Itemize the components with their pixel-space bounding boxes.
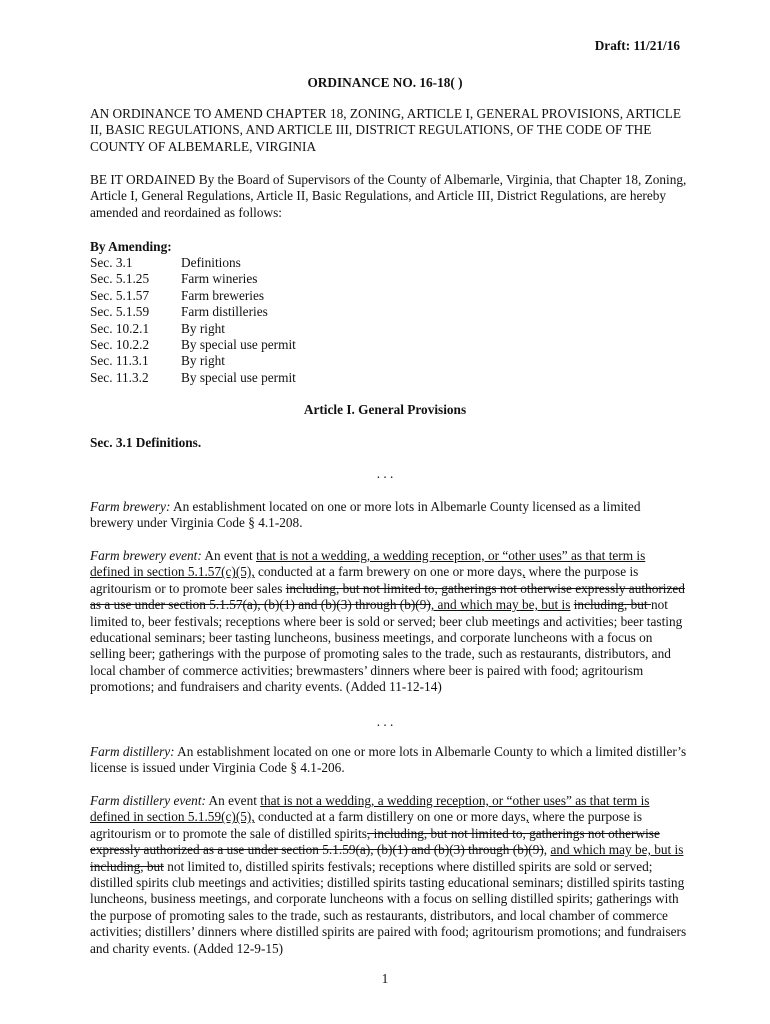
section-number: Sec. 5.1.57 [90,287,150,303]
defined-term: Farm brewery event: [90,548,202,563]
definition-text: not limited to, distilled spirits festivals; receptions where distilled spirits are sold or served; distilled spirits club meetings and activities; distilled spirits tasting educational seminars; distilled spirits tasting luncheons, business meetings, and corporate luncheons with a focus on selling distilled spirits; gatherings with the purpose of promoting sales to the trade, such as restaurants, distributors, and local chamber of commerce activities; distillers’ dinners where distilled spirits are paired with food; agritourism promotions; and fundraisers and charity events. (Added 12-9-15) [90,858,687,956]
inserted-text: and which may be, but is [550,842,684,858]
section-description: Farm wineries [181,271,258,287]
amended-section-row [90,304,296,320]
amended-section-row [90,271,296,287]
deleted-text: including, but not limited to, gatherings not otherwise expressly authorized as a use under section 5.1.57(a), (b)(1) and (b)(3) through (b)(9) [90,580,685,613]
section-description: Farm breweries [181,287,265,303]
deleted-text: including, but [573,597,651,613]
section-number: Sec. 10.2.1 [90,320,150,336]
section-number: Sec. 11.3.2 [90,369,149,385]
definition-text: An event [201,548,257,563]
amended-section-row [90,337,296,353]
section-description: By special use permit [181,369,296,385]
definition-text: where the purpose is agritourism or to promote the sale of distilled spirits [90,809,643,841]
amended-section-row [90,321,296,337]
section-description: Farm distilleries [181,304,268,320]
amended-section-row [90,288,296,304]
definition-text: An event [205,793,261,808]
amended-section-row [90,370,296,386]
section-description: By right [181,353,225,369]
deleted-text: , including, but not limited to, gatherings not otherwise expressly authorized as a use under section 5.1.59(a), (b)(1) and (b)(3) through (b)(9) [90,825,660,858]
farm-brewery-event-definition [90,548,687,696]
page-number: 1 [381,971,389,986]
definition-text: , [543,842,551,858]
farm-distillery-definition [90,744,687,777]
article-heading: Article I. General Provisions [303,402,467,417]
inserted-text: , [522,564,526,580]
definition-text: where the purpose is agritourism or to promote beer sales [90,564,639,596]
farm-brewery-definition [90,499,687,532]
defined-term: Farm brewery: [90,499,171,514]
definition-text: not limited to, beer festivals; receptions where beer is sold or served; beer club meetings and activities; beer tasting educational seminars; beer tasting luncheons, business meetings, and corporate luncheons with a focus on selling beer; gatherings with the purpose of promoting sales to the trade, such as restaurants, distributors, and local chamber of commerce activities; brewmasters’ dinners where beer is paired with food; agritourism promotions; and fundraisers and charity events. (Added 11-12-14) [90,597,683,695]
section-number: Sec. 11.3.1 [90,353,149,369]
ellipsis-separator: . . . [376,714,394,729]
definition-text: conducted at a farm distillery on one or more days [254,809,526,825]
section-description: By right [181,320,225,336]
inserted-text: , and which may be, but is [430,597,571,613]
amended-sections-list [90,255,296,386]
farm-distillery-event-definition [90,793,687,957]
draft-date: Draft: 11/21/16 [594,38,680,53]
amended-section-row [90,255,296,271]
by-amending-heading: By Amending: [90,239,172,254]
defined-term: Farm distillery event: [90,793,206,808]
definition-text: An establishment located on one or more lots in Albemarle County to which a limited distiller’s license is issued under Virginia Code § 4.1-206. [90,744,687,776]
inserted-text: that is not a wedding, a wedding reception, or “other uses” as that term is defined in section 5.1.57(c)(5), [90,548,646,580]
ordained-paragraph: BE IT ORDAINED By the Board of Supervisors of the County of Albemarle, Virginia, that Chapter 18, Zoning, Article I, General Regulations, Article II, Basic Regulations, and Article III, District Regulations, are hereby amended and reordained as follows: [90,172,687,220]
section-description: Definitions [181,255,241,270]
ordinance-title: ORDINANCE NO. 16-18( ) [307,75,463,90]
definition-text: conducted at a farm brewery on one or more days [254,564,522,580]
amended-section-row [90,353,296,369]
inserted-text: that is not a wedding, a wedding reception, or “other uses” as that term is defined in section 5.1.59(c)(5), [90,793,650,825]
defined-term: Farm distillery: [90,744,175,759]
inserted-text: , [525,809,530,825]
ordinance-heading: AN ORDINANCE TO AMEND CHAPTER 18, ZONING, ARTICLE I, GENERAL PROVISIONS, ARTICLE II, BASIC REGULATIONS, AND ARTICLE III, DISTRICT REGULATIONS, OF THE CODE OF THE COUNTY OF ALBEMARLE, VIRGINIA [90,106,681,154]
deleted-text: including, but [90,858,164,874]
section-heading: Sec. 3.1 Definitions. [90,435,202,450]
definition-text: An establishment located on one or more lots in Albemarle County licensed as a limited brewery under Virginia Code § 4.1-208. [90,499,641,531]
ellipsis-separator: . . . [376,466,394,481]
section-number: Sec. 10.2.2 [90,337,150,353]
section-number: Sec. 5.1.25 [90,271,150,287]
section-description: By special use permit [181,337,296,353]
section-number: Sec. 3.1 [90,255,133,270]
section-number: Sec. 5.1.59 [90,304,150,320]
